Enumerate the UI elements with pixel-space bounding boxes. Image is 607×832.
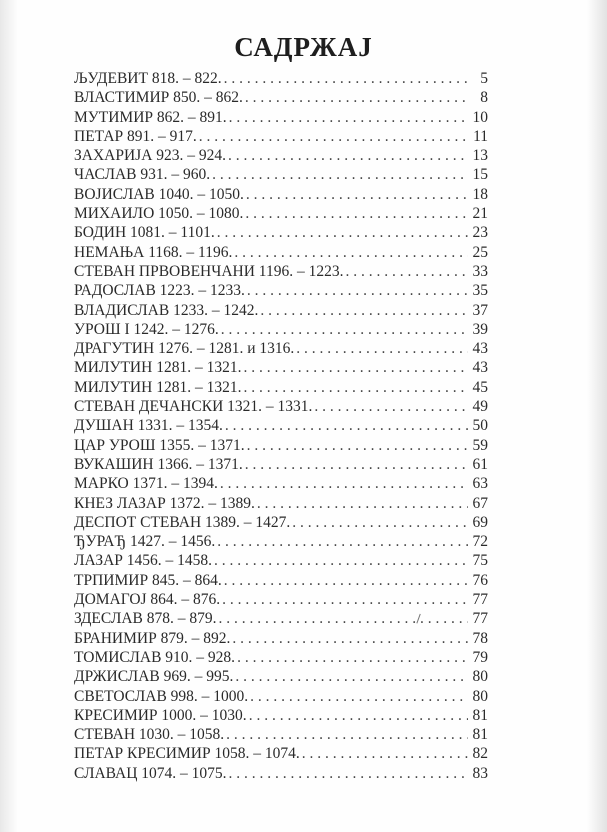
toc-entry-page-number: 8 — [480, 89, 488, 107]
toc-entry — [74, 514, 488, 533]
toc-entry-page-number: 45 — [472, 378, 488, 396]
toc-entry-page-number: 77 — [472, 591, 488, 609]
toc-dot-leader — [222, 591, 468, 609]
toc-entry — [74, 128, 488, 147]
toc-entry-page-number: 43 — [472, 340, 488, 358]
toc-entry-title: БОДИН 1081. – 1101. — [74, 224, 215, 242]
toc-entry — [74, 630, 488, 649]
toc-entry-page-number: 35 — [472, 282, 488, 300]
toc-dot-leader — [237, 649, 468, 667]
toc-dot-leader — [220, 475, 468, 493]
toc-dot-leader — [224, 572, 468, 590]
toc-dot-leader — [257, 495, 468, 513]
toc-entry — [74, 263, 488, 282]
toc-entry — [74, 282, 488, 301]
toc-dot-leader — [229, 765, 468, 783]
toc-entry — [74, 707, 488, 726]
toc-dot-leader — [221, 321, 468, 339]
toc-dot-leader — [247, 282, 468, 300]
toc-dot-leader — [314, 398, 468, 416]
toc-entry-page-number: 81 — [472, 706, 488, 724]
toc-dot-leader — [214, 552, 468, 570]
toc-entry — [74, 456, 488, 475]
toc-entry — [74, 70, 488, 89]
toc-entry-title: КРЕСИМИР 1000. – 1030. — [74, 706, 247, 724]
toc-entry-page-number: 43 — [472, 359, 488, 377]
toc-dot-leader — [225, 417, 468, 435]
toc-entry — [74, 668, 488, 687]
toc-entry-page-number: 21 — [472, 205, 488, 223]
toc-entry-title: СВЕТОСЛАВ 998. – 1000. — [74, 687, 249, 705]
toc-entry-title: МИХАИЛО 1050. – 1080. — [74, 205, 244, 223]
toc-entry-title: БРАНИМИР 879. – 892. — [74, 629, 231, 647]
toc-dot-leader — [302, 745, 468, 763]
toc-dot-leader — [226, 726, 468, 744]
toc-entry-page-number: 80 — [472, 668, 488, 686]
toc-entry — [74, 552, 488, 571]
toc-entry-page-number: 23 — [472, 224, 488, 242]
toc-dot-leader — [235, 668, 468, 686]
toc-entry — [74, 166, 488, 185]
toc-dot-leader — [234, 244, 468, 262]
toc-dot-leader — [249, 707, 468, 725]
toc-entry-page-number: 18 — [472, 185, 488, 203]
toc-entry — [74, 186, 488, 205]
toc-entry-page-number: 78 — [472, 629, 488, 647]
toc-entry — [74, 224, 488, 243]
toc-entry — [74, 379, 488, 398]
toc-dot-leader — [243, 379, 468, 397]
toc-dot-leader — [232, 630, 468, 648]
toc-dot-leader — [229, 109, 468, 127]
toc-entry — [74, 147, 488, 166]
toc-entry-page-number: 63 — [472, 475, 488, 493]
toc-dot-leader — [245, 205, 468, 223]
toc-entry — [74, 765, 488, 784]
toc-entry — [74, 205, 488, 224]
toc-entry — [74, 398, 488, 417]
page-edge-shadow-right — [587, 0, 607, 832]
toc-entry-page-number: 77 — [472, 610, 488, 628]
toc-entry-page-number: 72 — [472, 533, 488, 551]
toc-entry-title: ТОМИСЛАВ 910. – 928. — [74, 648, 236, 666]
toc-entry-page-number: 79 — [472, 648, 488, 666]
toc-dot-leader — [296, 340, 468, 358]
toc-dot-leader — [245, 456, 468, 474]
toc-entry-title: ДОМАГОЈ 864. – 876. — [74, 591, 221, 609]
toc-entry-page-number: 10 — [472, 108, 488, 126]
toc-entry-title: СЛАВАЦ 1074. – 1075. — [74, 764, 227, 782]
toc-entry-page-number: 83 — [472, 764, 488, 782]
toc-dot-leader — [345, 263, 468, 281]
toc-entry — [74, 340, 488, 359]
toc-entry-title: СТЕВАН 1030. – 1058. — [74, 726, 225, 744]
toc-entry-title: ЗДЕСЛАВ 878. – 879. — [74, 610, 217, 628]
toc-entry-title: ВЛАДИСЛАВ 1233. – 1242. — [74, 301, 259, 319]
toc-entry-page-number: 81 — [472, 726, 488, 744]
toc-entry-page-number: 15 — [472, 166, 488, 184]
toc-dot-leader — [212, 166, 468, 184]
toc-dot-leader — [217, 224, 468, 242]
toc-entry-title: ДУШАН 1331. – 1354. — [74, 417, 223, 435]
toc-entry-title: СТЕВАН ПРВОВЕНЧАНИ 1196. – 1223. — [74, 262, 344, 280]
toc-entry-page-number: 61 — [472, 455, 488, 473]
toc-entry — [74, 475, 488, 494]
toc-entry-title: ЗАХАРИЈА 923. – 924. — [74, 147, 227, 165]
toc-entry-title: ВЛАСТИМИР 850. – 862. — [74, 89, 243, 107]
toc-entry-title: ЛАЗАР 1456. – 1458. — [74, 552, 213, 570]
toc-dot-leader — [260, 302, 468, 320]
page-title: САДРЖАЈ — [234, 32, 373, 62]
toc-dot-leader — [217, 533, 468, 551]
toc-entry — [74, 302, 488, 321]
toc-entry — [74, 89, 488, 108]
toc-entry-title: ДРЖИСЛАВ 969. – 995. — [74, 668, 234, 686]
toc-entry-title: ВОЈИСЛАВ 1040. – 1050. — [74, 185, 244, 203]
toc-entry-title: ПЕТАР КРЕСИМИР 1058. – 1074. — [74, 745, 300, 763]
toc-entry-title: КНЕЗ ЛАЗАР 1372. – 1389. — [74, 494, 255, 512]
toc-entry — [74, 533, 488, 552]
toc-entry-title: ЦАР УРОШ 1355. – 1371. — [74, 436, 245, 454]
toc-entry — [74, 610, 488, 629]
toc-entry-page-number: 50 — [472, 417, 488, 435]
toc-entry-title: ПЕТАР 891. – 917. — [74, 127, 197, 145]
toc-entry-title: ДЕСПОТ СТЕВАН 1389. – 1427. — [74, 513, 291, 531]
toc-dot-leader — [246, 186, 468, 204]
toc-entry-title: ТРПИМИР 845. – 864. — [74, 571, 222, 589]
toc-entry — [74, 321, 488, 340]
page-edge-shadow-left — [0, 0, 18, 832]
toc-entry-page-number: 76 — [472, 571, 488, 589]
toc-entry — [74, 495, 488, 514]
table-of-contents — [74, 70, 488, 784]
toc-entry-page-number: 82 — [472, 745, 488, 763]
toc-entry-title: УРОШ I 1242. – 1276. — [74, 320, 219, 338]
toc-dot-leader — [245, 89, 468, 107]
toc-entry — [74, 572, 488, 591]
toc-entry — [74, 109, 488, 128]
toc-entry — [74, 745, 488, 764]
toc-entry-page-number: 49 — [472, 398, 488, 416]
toc-dot-leader — [199, 128, 468, 146]
toc-entry-title: ДРАГУТИН 1276. – 1281. и 1316. — [74, 340, 295, 358]
toc-entry-title: МИЛУТИН 1281. – 1321. — [74, 378, 242, 396]
toc-entry — [74, 688, 488, 707]
toc-entry — [74, 359, 488, 378]
toc-entry-page-number: 75 — [472, 552, 488, 570]
toc-entry-title: ВУКАШИН 1366. – 1371. — [74, 455, 243, 473]
toc-entry-title: СТЕВАН ДЕЧАНСКИ 1321. – 1331. — [74, 398, 313, 416]
toc-entry-page-number: 37 — [472, 301, 488, 319]
toc-entry-title: НЕМАЊА 1168. – 1196. — [74, 243, 233, 261]
toc-dot-leader — [247, 437, 468, 455]
toc-dot-leader — [243, 359, 468, 377]
toc-entry-title: ЂУРАЂ 1427. – 1456. — [74, 533, 216, 551]
toc-entry-page-number: 11 — [473, 127, 488, 145]
toc-entry-title: МАРКО 1371. – 1394. — [74, 475, 218, 493]
toc-entry-page-number: 80 — [472, 687, 488, 705]
toc-entry-page-number: 13 — [472, 147, 488, 165]
toc-entry — [74, 726, 488, 745]
toc-entry-title: ЧАСЛАВ 931. – 960. — [74, 166, 211, 184]
toc-entry-page-number: 67 — [472, 494, 488, 512]
toc-dot-leader — [228, 147, 468, 165]
toc-entry-page-number: 25 — [472, 243, 488, 261]
toc-dot-leader — [292, 514, 468, 532]
toc-entry — [74, 437, 488, 456]
toc-entry-page-number: 33 — [472, 262, 488, 280]
toc-entry — [74, 244, 488, 263]
toc-entry-page-number: 39 — [472, 320, 488, 338]
toc-dot-leader — [224, 70, 468, 88]
toc-entry-title: РАДОСЛАВ 1223. – 1233. — [74, 282, 245, 300]
toc-entry-page-number: 5 — [480, 70, 488, 87]
toc-entry — [74, 591, 488, 610]
toc-entry — [74, 649, 488, 668]
toc-entry-page-number: 69 — [472, 513, 488, 531]
toc-entry-title: МИЛУТИН 1281. – 1321. — [74, 359, 242, 377]
toc-dot-leader — [250, 688, 468, 706]
toc-entry-title: ЉУДЕВИТ 818. – 822. — [74, 70, 222, 87]
toc-entry-title: МУТИМИР 862. – 891. — [74, 108, 227, 126]
toc-dot-leader — [218, 610, 468, 628]
toc-entry-page-number: 59 — [472, 436, 488, 454]
toc-entry — [74, 417, 488, 436]
